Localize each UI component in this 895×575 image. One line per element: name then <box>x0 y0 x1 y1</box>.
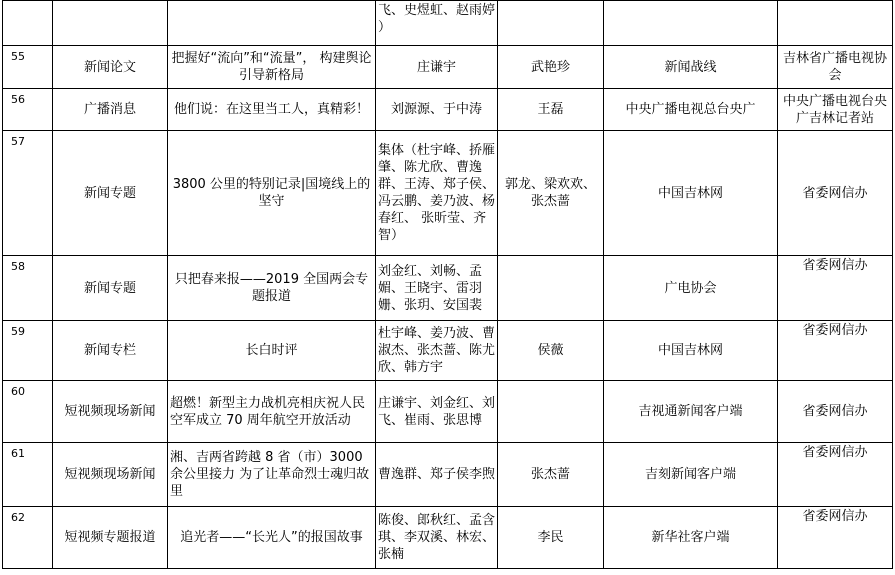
recommender: 中央广播电视台央广吉林记者站 <box>778 89 893 131</box>
recommender: 省委网信办 <box>778 321 893 381</box>
authors: 庄谦宇 <box>376 46 498 89</box>
publisher: 广电协会 <box>604 256 778 321</box>
table-row <box>3 256 893 321</box>
editor <box>498 381 604 443</box>
editor: 郭龙、梁欢欢、 张杰蔷 <box>498 131 604 256</box>
work-type: 短视频专题报道 <box>53 507 168 569</box>
editor: 王磊 <box>498 89 604 131</box>
work-title: 他们说：在这里当工人，真精彩！ <box>168 89 376 131</box>
authors: 曹逸群、郑子侯李煦 <box>376 443 498 507</box>
publisher: 新闻战线 <box>604 46 778 89</box>
table-row <box>3 1 893 46</box>
awards-table <box>2 0 893 569</box>
publisher <box>604 1 778 46</box>
table-row <box>3 46 893 89</box>
work-title: 把握好“流向”和“流量”， 构建舆论引导新格局 <box>168 46 376 89</box>
publisher: 中央广播电视总台央广 <box>604 89 778 131</box>
work-type: 广播消息 <box>53 89 168 131</box>
publisher: 中国吉林网 <box>604 321 778 381</box>
row-number: 61 <box>3 443 53 507</box>
editor: 李民 <box>498 507 604 569</box>
recommender: 省委网信办 <box>778 443 893 507</box>
table-row <box>3 443 893 507</box>
recommender: 省委网信办 <box>778 507 893 569</box>
editor: 武艳珍 <box>498 46 604 89</box>
work-type: 新闻专题 <box>53 256 168 321</box>
authors: 杜宇峰、姜乃波、曹淑杰、张杰蔷、陈尤欣、韩方宇 <box>376 321 498 381</box>
recommender: 省委网信办 <box>778 131 893 256</box>
authors: 陈俊、郎秋红、孟含琪、李双溪、林宏、张楠 <box>376 507 498 569</box>
editor <box>498 256 604 321</box>
row-number: 56 <box>3 89 53 131</box>
work-type <box>53 1 168 46</box>
publisher: 吉刻新闻客户端 <box>604 443 778 507</box>
work-title: 追光者——“长光人”的报国故事 <box>168 507 376 569</box>
work-type: 短视频现场新闻 <box>53 443 168 507</box>
row-number: 58 <box>3 256 53 321</box>
publisher: 新华社客户端 <box>604 507 778 569</box>
work-title: 超燃！新型主力战机亮相庆祝人民空军成立 70 周年航空开放活动 <box>168 381 376 443</box>
authors: 庄谦宇、刘金红、刘飞、崔雨、张思博 <box>376 381 498 443</box>
work-title: 长白时评 <box>168 321 376 381</box>
recommender <box>778 1 893 46</box>
table-row <box>3 321 893 381</box>
work-title: 3800 公里的特别记录|国境线上的坚守 <box>168 131 376 256</box>
table-row <box>3 381 893 443</box>
table-row <box>3 131 893 256</box>
authors-continued: 飞、史煜虹、赵雨婷 ） <box>376 1 498 46</box>
work-type: 新闻专题 <box>53 131 168 256</box>
recommender: 吉林省广播电视协会 <box>778 46 893 89</box>
authors: 刘金红、刘畅、孟媚、王晓宇、雷羽姗、张玥、安国裴 <box>376 256 498 321</box>
table-row <box>3 89 893 131</box>
row-number: 55 <box>3 46 53 89</box>
authors: 刘源源、于中涛 <box>376 89 498 131</box>
editor: 张杰蔷 <box>498 443 604 507</box>
row-number: 59 <box>3 321 53 381</box>
row-number: 62 <box>3 507 53 569</box>
work-type: 短视频现场新闻 <box>53 381 168 443</box>
row-number: 60 <box>3 381 53 443</box>
publisher: 吉视通新闻客户端 <box>604 381 778 443</box>
work-title: 只把春来报——2019 全国两会专题报道 <box>168 256 376 321</box>
recommender: 省委网信办 <box>778 256 893 321</box>
work-title: 湘、吉两省跨越 8 省（市）3000 余公里接力 为了让革命烈士魂归故里 <box>168 443 376 507</box>
editor: 侯薇 <box>498 321 604 381</box>
table-row <box>3 507 893 569</box>
editor <box>498 1 604 46</box>
row-number: 57 <box>3 131 53 256</box>
recommender: 省委网信办 <box>778 381 893 443</box>
work-type: 新闻论文 <box>53 46 168 89</box>
work-type: 新闻专栏 <box>53 321 168 381</box>
authors: 集体（杜宇峰、挢雁肇、陈尤欣、曹逸群、王涛、郑子侯、冯云鹏、姜乃波、杨春红、 张昕莹、齐智） <box>376 131 498 256</box>
work-title <box>168 1 376 46</box>
row-number <box>3 1 53 46</box>
publisher: 中国吉林网 <box>604 131 778 256</box>
